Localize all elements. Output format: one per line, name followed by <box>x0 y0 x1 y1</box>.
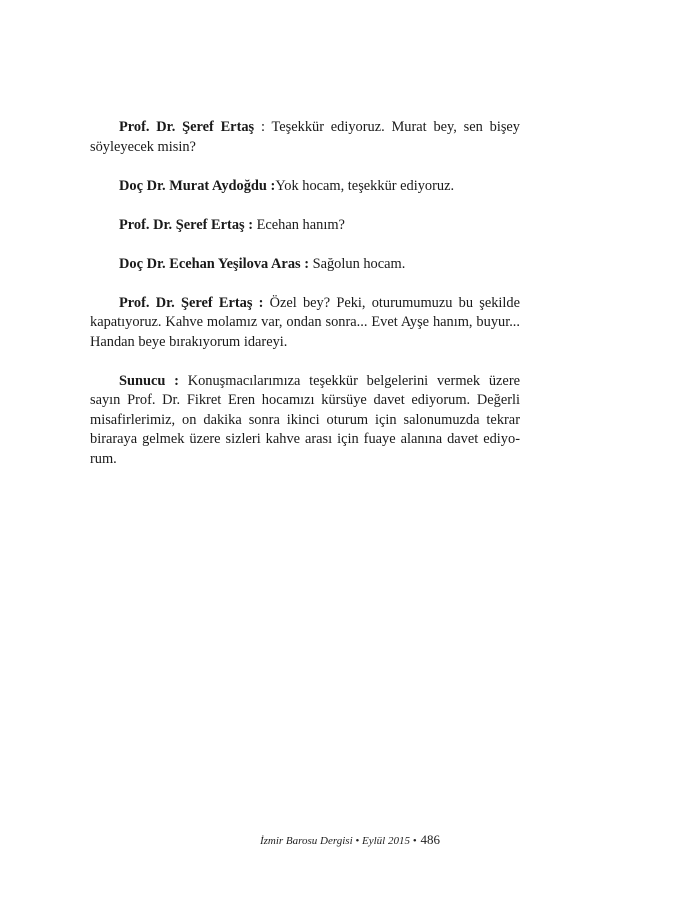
document-body <box>90 118 520 489</box>
paragraph <box>90 216 520 236</box>
journal-name: İzmir Barosu Dergisi • Eylül 2015 • <box>259 835 417 847</box>
paragraph <box>90 372 520 470</box>
speaker-name: Doç Dr. Murat Aydoğdu : <box>119 177 276 194</box>
paragraph-text: Ecehan hanım? <box>253 216 345 233</box>
page-number: 486 <box>420 832 441 847</box>
speaker-name: Prof. Dr. Şeref Ertaş : <box>119 294 264 311</box>
paragraph <box>90 255 520 275</box>
paragraph-text: Sağolun hocam. <box>309 255 406 272</box>
paragraph-text: : Teşekkür ediyoruz. Murat bey, sen bişey söyleyecek misin? <box>90 119 521 155</box>
paragraph-text: Yok hocam, teşekkür ediyoruz. <box>275 177 455 194</box>
speaker-name: Sunucu : <box>119 372 179 389</box>
paragraph <box>90 118 520 157</box>
speaker-name: Prof. Dr. Şeref Ertaş : <box>119 216 254 233</box>
paragraph-text: Özel bey? Peki, oturumumuzu bu şekilde kapatıyoruz. Kahve molamız var, ondan sonra... Evet Ayşe hanım, buyur... Handan beye bırakıyorum idareyi. <box>90 294 520 350</box>
speaker-name: Doç Dr. Ecehan Yeşilova Aras : <box>119 255 309 272</box>
page-footer <box>0 832 700 848</box>
speaker-name: Prof. Dr. Şeref Ertaş <box>119 119 255 135</box>
paragraph <box>90 294 520 353</box>
paragraph <box>90 177 520 197</box>
paragraph-text: Konuşmacılarımıza teşekkür belgelerini vermek üzere sayın Prof. Dr. Fikret Eren hocamızı kürsüye davet ediyorum. Değerli misafirlerimiz, on dakika sonra ikinci oturum için salonumuzda tekrar biraraya gelmek üzere sizleri kahve arası için fuaye alanına davet ediyorum. <box>90 372 520 467</box>
